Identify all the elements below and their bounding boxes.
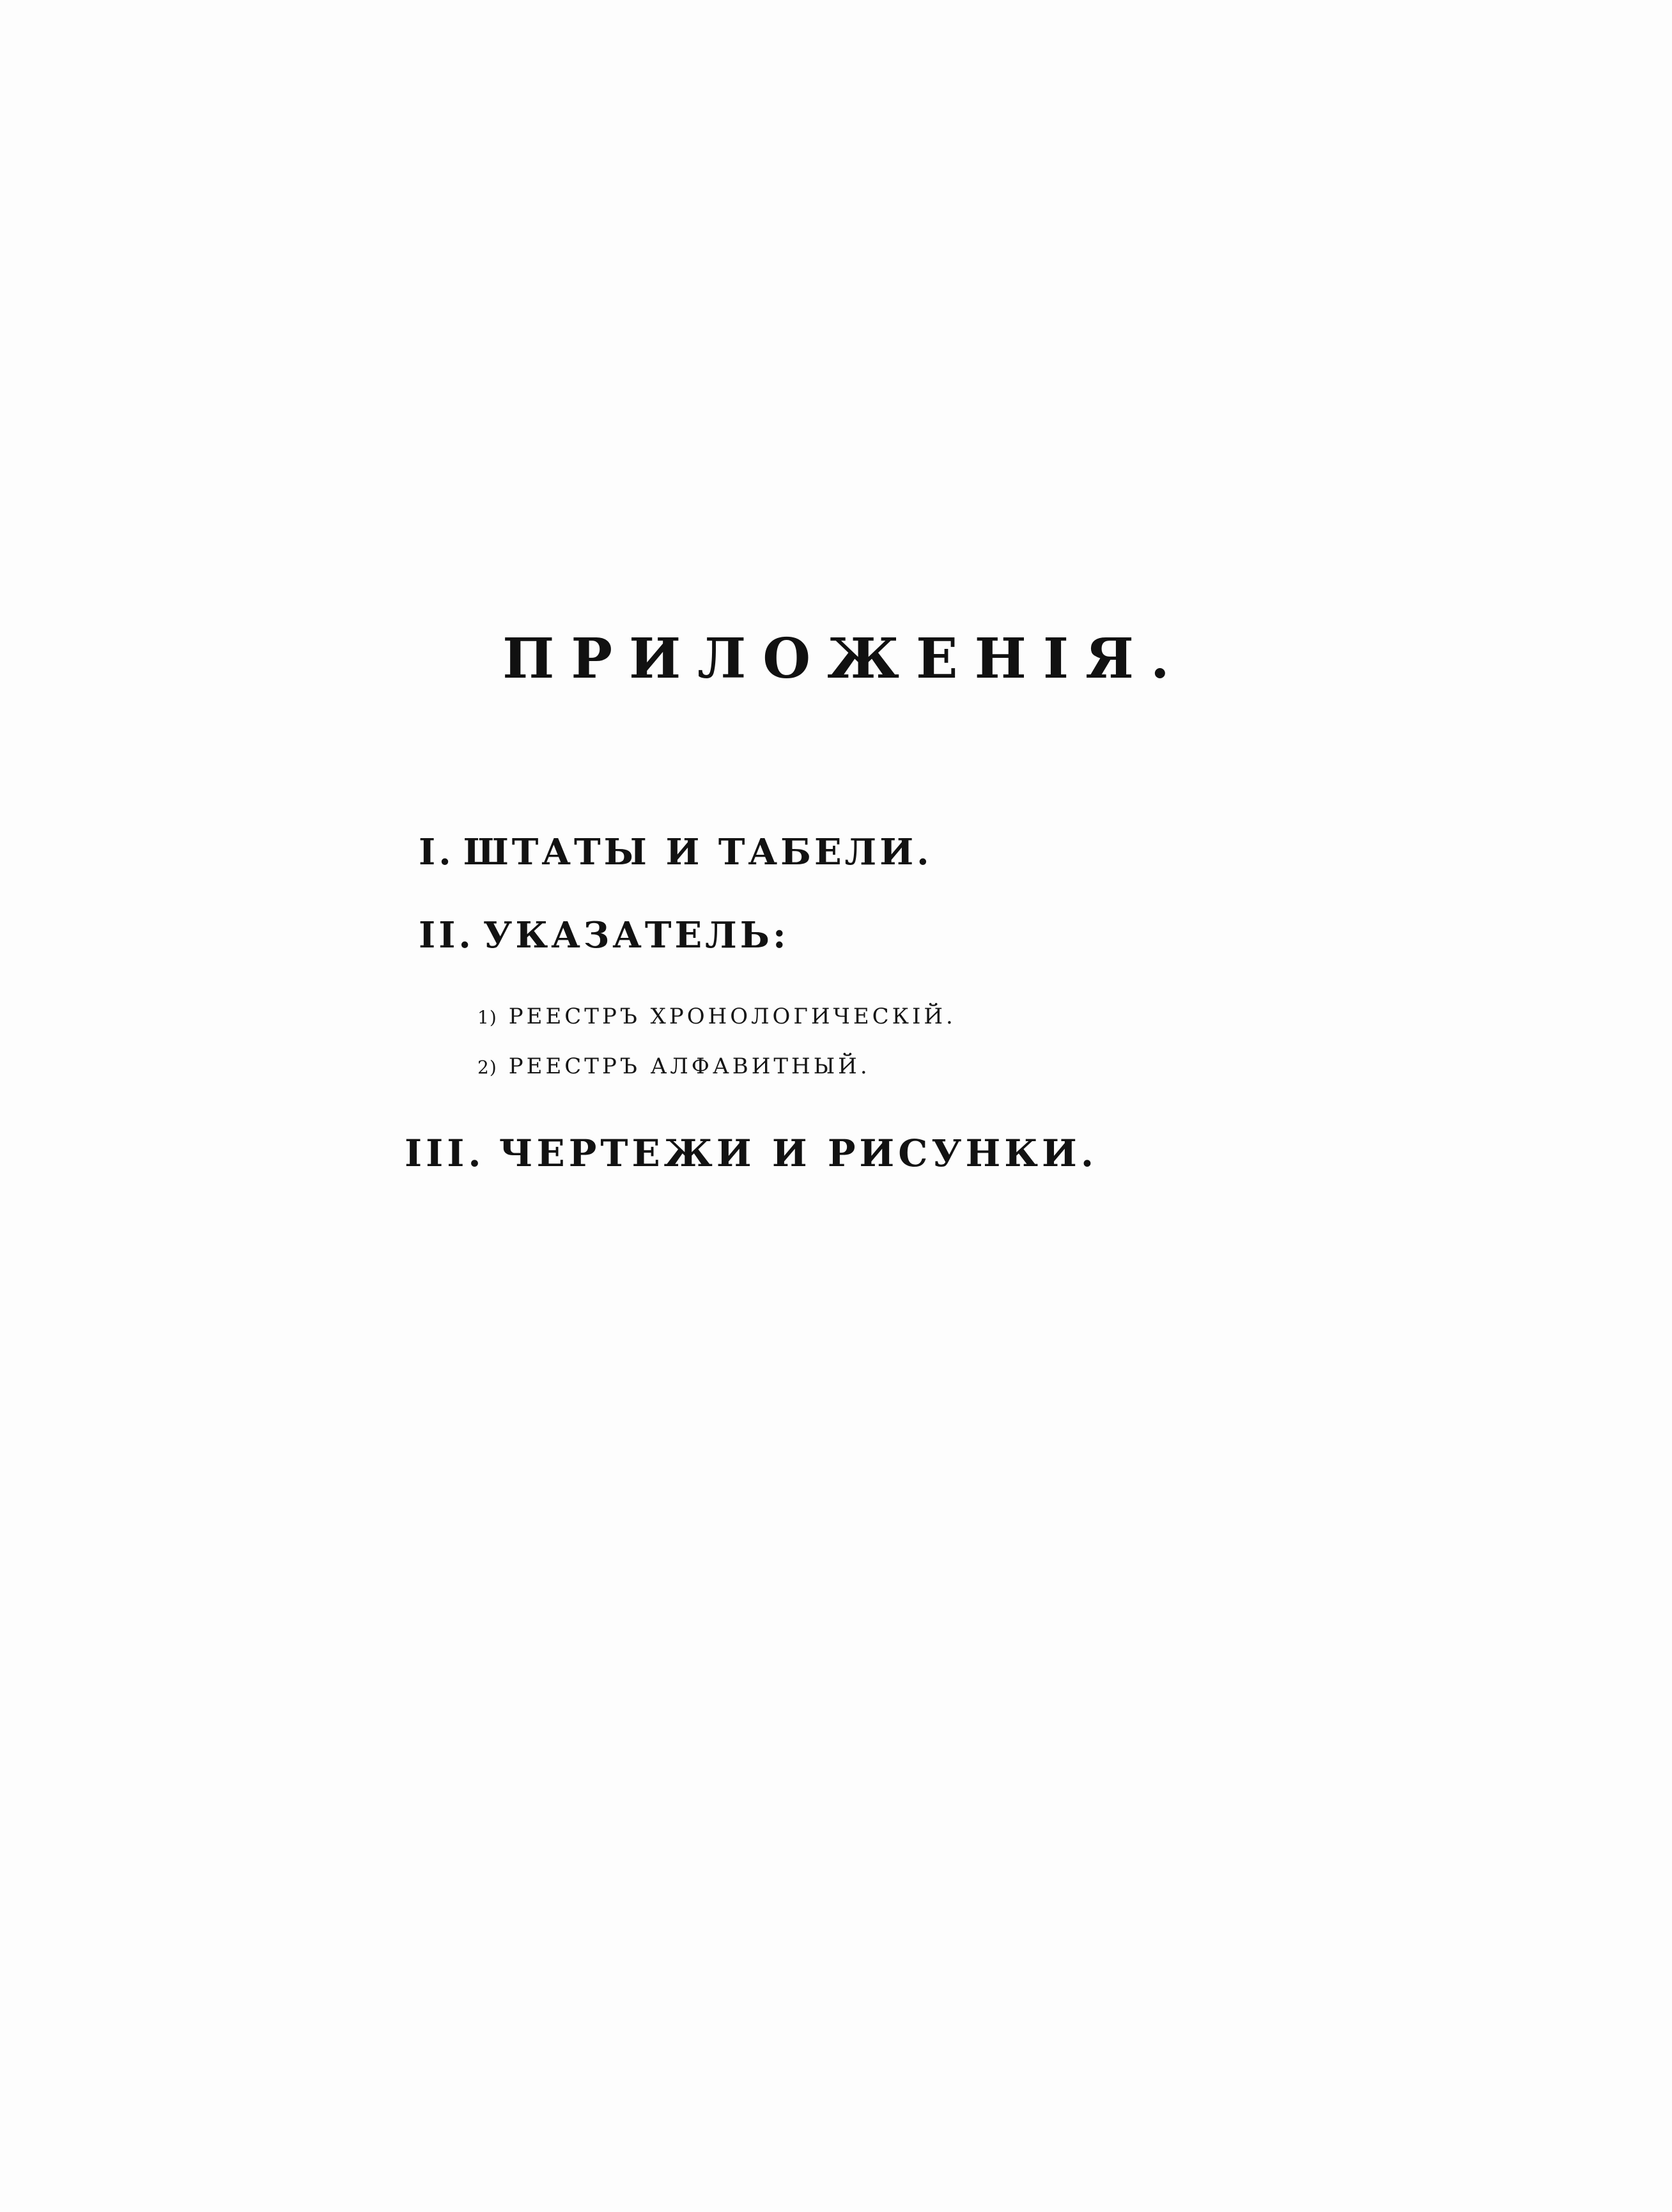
subitem-number-2: 2) <box>477 1057 497 1078</box>
subitem-label-1: РЕЕСТРЪ ХРОНОЛОГИЧЕСКІЙ. <box>508 1004 956 1029</box>
list-item <box>477 1054 1372 1079</box>
section-label-1: ШТАТЫ И ТАБЕЛИ. <box>463 831 933 873</box>
section-2-subitems <box>477 1004 1372 1079</box>
section-label-3: ЧЕРТЕЖИ И РИСУНКИ. <box>499 1132 1098 1175</box>
subitem-label-2: РЕЕСТРЪ АЛФАВИТНЫЙ. <box>508 1054 871 1079</box>
section-label-2: УКАЗАТЕЛЬ: <box>483 914 789 956</box>
appendix-contents-list <box>405 831 1313 1216</box>
list-item <box>477 1004 1372 1029</box>
section-entry-2 <box>419 914 1313 956</box>
section-entry-3 <box>405 1132 1313 1175</box>
section-numeral-2: II. <box>419 914 474 956</box>
section-entry-1 <box>419 831 1313 873</box>
section-numeral-1: I. <box>419 831 454 873</box>
section-numeral-3: III. <box>405 1132 485 1175</box>
page-title: ПРИЛОЖЕНІЯ. <box>502 627 1186 691</box>
subitem-number-1: 1) <box>477 1007 497 1028</box>
